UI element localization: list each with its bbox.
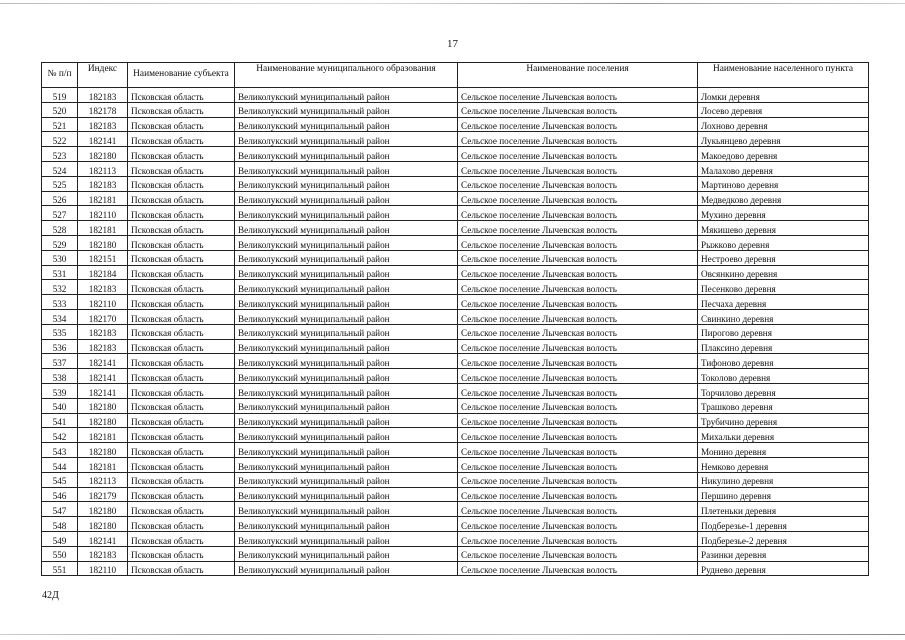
cell-municipality: Великолукский муниципальный район [235,295,458,310]
cell-index: 182110 [78,295,128,310]
cell-locality: Плаксино деревня [698,339,869,354]
cell-subject: Псковская область [128,502,235,517]
cell-settlement: Сельское поселение Лычевская волость [458,176,698,191]
cell-subject: Псковская область [128,443,235,458]
cell-index: 182180 [78,147,128,162]
cell-number: 540 [42,398,78,413]
cell-index: 182183 [78,324,128,339]
cell-locality: Мякишево деревня [698,221,869,236]
cell-locality: Рыжково деревня [698,235,869,250]
table-row [42,339,869,354]
cell-subject: Псковская область [128,413,235,428]
cell-settlement: Сельское поселение Лычевская волость [458,546,698,561]
cell-locality: Лосево деревня [698,102,869,117]
table-row [42,88,869,103]
cell-number: 547 [42,502,78,517]
cell-settlement: Сельское поселение Лычевская волость [458,117,698,132]
table-row [42,132,869,147]
cell-index: 182181 [78,457,128,472]
page-number: 17 [447,38,458,50]
cell-number: 544 [42,457,78,472]
cell-number: 529 [42,235,78,250]
cell-locality: Лукьянцево деревня [698,132,869,147]
table-row [42,191,869,206]
cell-locality: Ломки деревня [698,88,869,103]
cell-index: 182180 [78,517,128,532]
header-locality: Наименование населенного пункта [698,63,869,88]
table-header-row [42,63,869,88]
cell-number: 519 [42,88,78,103]
cell-number: 532 [42,280,78,295]
cell-locality: Песчаха деревня [698,295,869,310]
cell-subject: Псковская область [128,88,235,103]
cell-subject: Псковская область [128,250,235,265]
scan-edge-top [0,3,905,4]
cell-number: 524 [42,161,78,176]
cell-index: 182180 [78,398,128,413]
cell-subject: Псковская область [128,191,235,206]
cell-municipality: Великолукский муниципальный район [235,117,458,132]
table-row [42,235,869,250]
cell-number: 520 [42,102,78,117]
cell-locality: Монино деревня [698,443,869,458]
cell-locality: Малахово деревня [698,161,869,176]
table-row [42,383,869,398]
cell-settlement: Сельское поселение Лычевская волость [458,428,698,443]
cell-subject: Псковская область [128,221,235,236]
cell-locality: Торчилово деревня [698,383,869,398]
cell-municipality: Великолукский муниципальный район [235,191,458,206]
cell-subject: Псковская область [128,132,235,147]
table-body [42,88,869,576]
cell-number: 536 [42,339,78,354]
cell-subject: Псковская область [128,517,235,532]
cell-number: 537 [42,354,78,369]
cell-locality: Разинки деревня [698,546,869,561]
cell-municipality: Великолукский муниципальный район [235,546,458,561]
cell-locality: Макоедово деревня [698,147,869,162]
cell-subject: Псковская область [128,369,235,384]
cell-index: 182183 [78,88,128,103]
table-row [42,487,869,502]
cell-locality: Трубичино деревня [698,413,869,428]
cell-index: 182170 [78,309,128,324]
cell-number: 530 [42,250,78,265]
cell-number: 531 [42,265,78,280]
cell-subject: Псковская область [128,428,235,443]
cell-settlement: Сельское поселение Лычевская волость [458,250,698,265]
cell-index: 182180 [78,413,128,428]
cell-locality: Лохново деревня [698,117,869,132]
cell-number: 538 [42,369,78,384]
cell-locality: Михальки деревня [698,428,869,443]
cell-subject: Псковская область [128,206,235,221]
cell-number: 535 [42,324,78,339]
cell-index: 182179 [78,487,128,502]
cell-municipality: Великолукский муниципальный район [235,161,458,176]
cell-municipality: Великолукский муниципальный район [235,443,458,458]
cell-settlement: Сельское поселение Лычевская волость [458,443,698,458]
cell-subject: Псковская область [128,398,235,413]
cell-settlement: Сельское поселение Лычевская волость [458,235,698,250]
table-row [42,147,869,162]
cell-index: 182183 [78,546,128,561]
cell-index: 182141 [78,531,128,546]
cell-settlement: Сельское поселение Лычевская волость [458,383,698,398]
cell-settlement: Сельское поселение Лычевская волость [458,561,698,576]
cell-locality: Нестроево деревня [698,250,869,265]
cell-index: 182183 [78,339,128,354]
cell-subject: Псковская область [128,309,235,324]
cell-municipality: Великолукский муниципальный район [235,235,458,250]
cell-index: 182110 [78,206,128,221]
cell-municipality: Великолукский муниципальный район [235,398,458,413]
header-settlement: Наименование поселения [458,63,698,88]
cell-settlement: Сельское поселение Лычевская волость [458,88,698,103]
cell-subject: Псковская область [128,280,235,295]
cell-locality: Овсянкино деревня [698,265,869,280]
table-row [42,295,869,310]
cell-index: 182184 [78,265,128,280]
cell-locality: Трашково деревня [698,398,869,413]
cell-locality: Мартиново деревня [698,176,869,191]
cell-subject: Псковская область [128,546,235,561]
cell-subject: Псковская область [128,324,235,339]
cell-index: 182113 [78,161,128,176]
cell-settlement: Сельское поселение Лычевская волость [458,472,698,487]
table-row [42,117,869,132]
table-row [42,472,869,487]
table-row [42,102,869,117]
cell-subject: Псковская область [128,295,235,310]
cell-number: 521 [42,117,78,132]
cell-subject: Псковская область [128,354,235,369]
cell-settlement: Сельское поселение Лычевская волость [458,339,698,354]
cell-subject: Псковская область [128,265,235,280]
cell-settlement: Сельское поселение Лычевская волость [458,324,698,339]
cell-number: 523 [42,147,78,162]
cell-locality: Токолово деревня [698,369,869,384]
cell-number: 526 [42,191,78,206]
cell-locality: Мухино деревня [698,206,869,221]
cell-municipality: Великолукский муниципальный район [235,413,458,428]
cell-number: 543 [42,443,78,458]
cell-settlement: Сельское поселение Лычевская волость [458,280,698,295]
cell-settlement: Сельское поселение Лычевская волость [458,413,698,428]
cell-index: 182181 [78,221,128,236]
table-row [42,161,869,176]
cell-municipality: Великолукский муниципальный район [235,265,458,280]
cell-municipality: Великолукский муниципальный район [235,324,458,339]
cell-locality: Подберезье-1 деревня [698,517,869,532]
cell-index: 182181 [78,428,128,443]
cell-number: 525 [42,176,78,191]
cell-municipality: Великолукский муниципальный район [235,280,458,295]
header-index: Индекс [78,63,128,88]
cell-locality: Песенково деревня [698,280,869,295]
cell-index: 182141 [78,354,128,369]
cell-index: 182180 [78,502,128,517]
table-row [42,413,869,428]
cell-index: 182180 [78,235,128,250]
cell-settlement: Сельское поселение Лычевская волость [458,161,698,176]
cell-locality: Свинкино деревня [698,309,869,324]
table-row [42,250,869,265]
cell-municipality: Великолукский муниципальный район [235,147,458,162]
cell-index: 182110 [78,561,128,576]
table-row [42,546,869,561]
cell-locality: Медведково деревня [698,191,869,206]
cell-municipality: Великолукский муниципальный район [235,309,458,324]
cell-number: 546 [42,487,78,502]
cell-subject: Псковская область [128,561,235,576]
cell-number: 550 [42,546,78,561]
table-row [42,531,869,546]
header-municipality: Наименование муниципального образования [235,63,458,88]
cell-subject: Псковская область [128,235,235,250]
table-row [42,206,869,221]
cell-settlement: Сельское поселение Лычевская волость [458,191,698,206]
cell-index: 182183 [78,176,128,191]
cell-municipality: Великолукский муниципальный район [235,561,458,576]
cell-municipality: Великолукский муниципальный район [235,176,458,191]
cell-number: 551 [42,561,78,576]
cell-locality: Першино деревня [698,487,869,502]
cell-municipality: Великолукский муниципальный район [235,383,458,398]
cell-subject: Псковская область [128,102,235,117]
cell-settlement: Сельское поселение Лычевская волость [458,487,698,502]
cell-number: 533 [42,295,78,310]
cell-locality: Немково деревня [698,457,869,472]
cell-municipality: Великолукский муниципальный район [235,250,458,265]
table-row [42,354,869,369]
cell-locality: Плетеньки деревня [698,502,869,517]
cell-settlement: Сельское поселение Лычевская волость [458,354,698,369]
cell-locality: Пирогово деревня [698,324,869,339]
table-row [42,502,869,517]
cell-locality: Никулино деревня [698,472,869,487]
cell-settlement: Сельское поселение Лычевская волость [458,221,698,236]
cell-number: 541 [42,413,78,428]
cell-settlement: Сельское поселение Лычевская волость [458,457,698,472]
cell-subject: Псковская область [128,472,235,487]
cell-index: 182141 [78,369,128,384]
table-row [42,369,869,384]
cell-number: 549 [42,531,78,546]
cell-number: 527 [42,206,78,221]
cell-municipality: Великолукский муниципальный район [235,339,458,354]
table-row [42,457,869,472]
scan-edge-bottom [0,634,905,635]
cell-municipality: Великолукский муниципальный район [235,369,458,384]
cell-municipality: Великолукский муниципальный район [235,487,458,502]
cell-settlement: Сельское поселение Лычевская волость [458,369,698,384]
cell-municipality: Великолукский муниципальный район [235,88,458,103]
cell-settlement: Сельское поселение Лычевская волость [458,295,698,310]
cell-settlement: Сельское поселение Лычевская волость [458,265,698,280]
cell-index: 182178 [78,102,128,117]
cell-municipality: Великолукский муниципальный район [235,354,458,369]
cell-subject: Псковская область [128,176,235,191]
cell-index: 182183 [78,280,128,295]
cell-municipality: Великолукский муниципальный район [235,102,458,117]
cell-subject: Псковская область [128,117,235,132]
table-row [42,309,869,324]
table-row [42,561,869,576]
cell-settlement: Сельское поселение Лычевская волость [458,502,698,517]
cell-settlement: Сельское поселение Лычевская волость [458,398,698,413]
table-row [42,280,869,295]
cell-number: 548 [42,517,78,532]
cell-number: 522 [42,132,78,147]
cell-subject: Псковская область [128,147,235,162]
cell-municipality: Великолукский муниципальный район [235,502,458,517]
cell-municipality: Великолукский муниципальный район [235,206,458,221]
cell-settlement: Сельское поселение Лычевская волость [458,517,698,532]
cell-subject: Псковская область [128,531,235,546]
table-row [42,428,869,443]
cell-settlement: Сельское поселение Лычевская волость [458,309,698,324]
cell-index: 182141 [78,132,128,147]
cell-index: 182141 [78,383,128,398]
table-row [42,265,869,280]
cell-locality: Руднево деревня [698,561,869,576]
cell-settlement: Сельское поселение Лычевская волость [458,102,698,117]
cell-municipality: Великолукский муниципальный район [235,457,458,472]
cell-index: 182151 [78,250,128,265]
settlements-table [41,62,869,576]
cell-municipality: Великолукский муниципальный район [235,517,458,532]
footer-code: 42Д [42,590,59,601]
cell-subject: Псковская область [128,383,235,398]
cell-subject: Псковская область [128,161,235,176]
table-row [42,398,869,413]
cell-number: 542 [42,428,78,443]
cell-subject: Псковская область [128,339,235,354]
cell-number: 534 [42,309,78,324]
cell-settlement: Сельское поселение Лычевская волость [458,147,698,162]
cell-locality: Подберезье-2 деревня [698,531,869,546]
cell-subject: Псковская область [128,457,235,472]
cell-index: 182183 [78,117,128,132]
cell-settlement: Сельское поселение Лычевская волость [458,206,698,221]
cell-municipality: Великолукский муниципальный район [235,472,458,487]
table-row [42,324,869,339]
table-row [42,443,869,458]
cell-municipality: Великолукский муниципальный район [235,221,458,236]
cell-settlement: Сельское поселение Лычевская волость [458,531,698,546]
cell-municipality: Великолукский муниципальный район [235,531,458,546]
header-subject: Наименование субъекта [128,63,235,88]
cell-number: 539 [42,383,78,398]
cell-number: 545 [42,472,78,487]
cell-municipality: Великолукский муниципальный район [235,132,458,147]
cell-municipality: Великолукский муниципальный район [235,428,458,443]
cell-locality: Тифоново деревня [698,354,869,369]
table-row [42,221,869,236]
cell-index: 182180 [78,443,128,458]
cell-settlement: Сельское поселение Лычевская волость [458,132,698,147]
cell-index: 182181 [78,191,128,206]
table-row [42,517,869,532]
cell-index: 182113 [78,472,128,487]
header-number: № п/п [42,63,78,88]
table-row [42,176,869,191]
cell-subject: Псковская область [128,487,235,502]
cell-number: 528 [42,221,78,236]
